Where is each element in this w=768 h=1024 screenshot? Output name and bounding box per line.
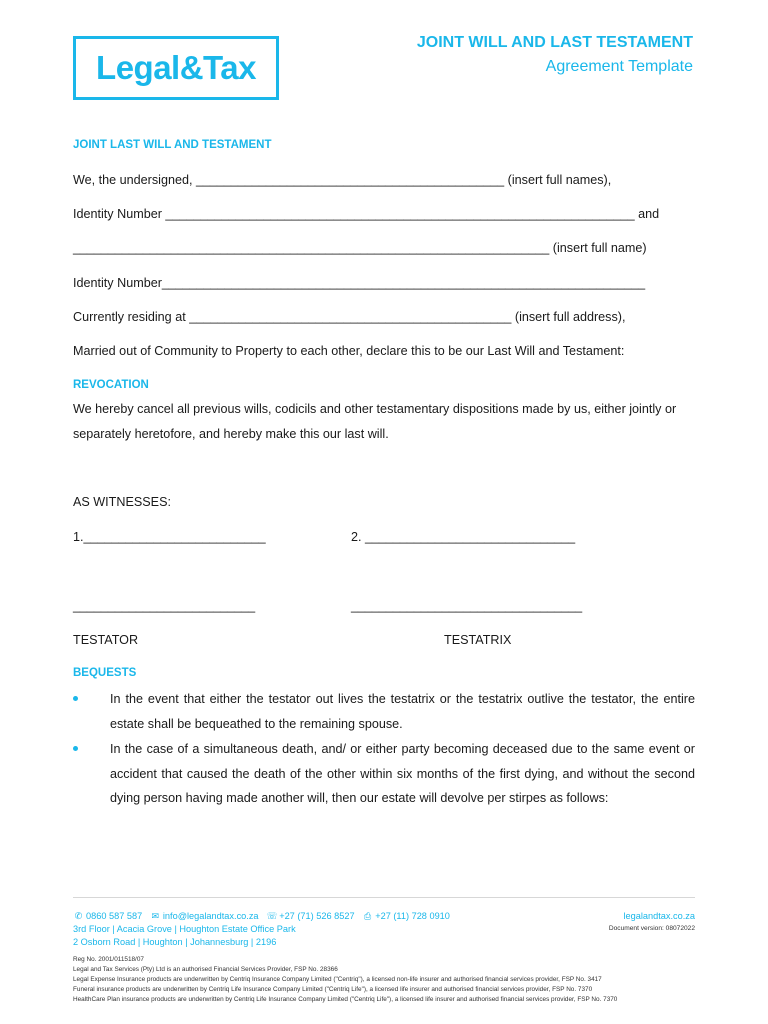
logo-text: Legal&Tax	[96, 49, 256, 86]
footer-address-line-1: 3rd Floor | Acacia Grove | Houghton Estate Office Park	[73, 924, 296, 934]
testatrix-label: TESTATRIX	[444, 633, 512, 647]
names-line: We, the undersigned, ____________________________________________ (insert full names),	[73, 173, 612, 187]
revocation-text: We hereby cancel all previous wills, codicils and other testamentary dispositions made by us, either jointly or separately heretofore, and hereby make this our last will.	[73, 402, 677, 441]
footer-fax: +27 (11) 728 0910	[375, 911, 450, 921]
footer-legal-line: Legal and Tax Services (Pty) Ltd is an authorised Financial Services Provider, FSP No. 28366	[73, 966, 338, 973]
document-title: JOINT WILL AND LAST TESTAMENT	[416, 34, 693, 51]
address-line: Currently residing at ______________________________________________ (insert full address),	[73, 310, 626, 324]
witness-1-signature-line: 1.__________________________	[73, 530, 266, 544]
document-subtitle: Agreement Template	[545, 58, 693, 75]
testatrix-signature-line: _________________________________	[351, 599, 583, 613]
section-heading-revocation: REVOCATION	[73, 379, 149, 391]
bequest-item	[73, 687, 695, 736]
footer-whatsapp[interactable]: +27 (71) 526 8527	[279, 911, 355, 921]
document-version: Document version: 08072022	[608, 925, 695, 932]
declaration-line: Married out of Community to Property to each other, declare this to be our Last Will and Testament:	[73, 344, 625, 358]
phone-icon: ✆	[74, 911, 83, 921]
mail-icon: ✉	[151, 911, 160, 921]
section-heading-joint-will: JOINT LAST WILL AND TESTAMENT	[73, 139, 272, 151]
bequest-item	[73, 737, 695, 811]
testator-signature-line: __________________________	[73, 599, 256, 613]
footer-legal-line: Funeral insurance products are underwritten by Centriq Life Insurance Company Limited ("Centriq Life"), a licensed life insurer and authorised financial services provider, FSP No. 7370	[73, 986, 593, 993]
footer-legal-line: Legal Expense Insurance products are underwritten by Centriq Insurance Company Limited ("Centriq"), a licensed non-life insurer and authorised financial services provider, FSP No. 3417	[73, 976, 602, 983]
testator-label: TESTATOR	[73, 633, 139, 647]
bequest-text: In the event that either the testator out lives the testatrix or the testatrix outlive the testator, the entire estate shall be bequeathed to the remaining spouse.	[110, 692, 695, 731]
footer-email[interactable]: info@legalandtax.co.za	[162, 911, 259, 921]
section-heading-bequests: BEQUESTS	[73, 667, 137, 679]
bequest-text: In the case of a simultaneous death, and/ or either party becoming deceased due to the same event or accident that caused the death of the other within six months of the first dying, and without the second dying person having made another will, then our estate will devolve per stirpes as follows:	[110, 742, 695, 805]
footer-address-line-2: 2 Osborn Road | Houghton | Johannesburg | 2196	[73, 937, 277, 947]
bullet-icon	[73, 746, 78, 751]
footer-legal-line: HealthCare Plan insurance products are underwritten by Centriq Life Insurance Company Limited ("Centriq Life"), a licensed life insurer and authorised financial services provider, FSP No. 7370	[73, 996, 618, 1003]
witness-2-signature-line: 2. ______________________________	[351, 530, 576, 544]
footer-phone[interactable]: 0860 587 587	[86, 911, 143, 921]
footer-website-link[interactable]: legalandtax.co.za	[623, 911, 695, 921]
identity-number-line-2: Identity Number_____________________________________________________________________	[73, 276, 646, 290]
identity-number-line-1: Identity Number ___________________________________________________________________ and	[73, 207, 660, 221]
second-name-line: ____________________________________________________________________ (insert full name)	[73, 241, 647, 255]
footer-divider	[73, 897, 695, 898]
footer-legal-line: Reg No. 2001/011518/07	[73, 956, 144, 963]
witnesses-label: AS WITNESSES:	[73, 495, 171, 509]
bullet-icon	[73, 696, 78, 701]
whatsapp-icon: ☏	[266, 911, 278, 921]
footer-contacts	[73, 911, 450, 922]
fax-icon: ⎙	[364, 911, 372, 921]
legal-and-tax-logo	[73, 36, 279, 100]
